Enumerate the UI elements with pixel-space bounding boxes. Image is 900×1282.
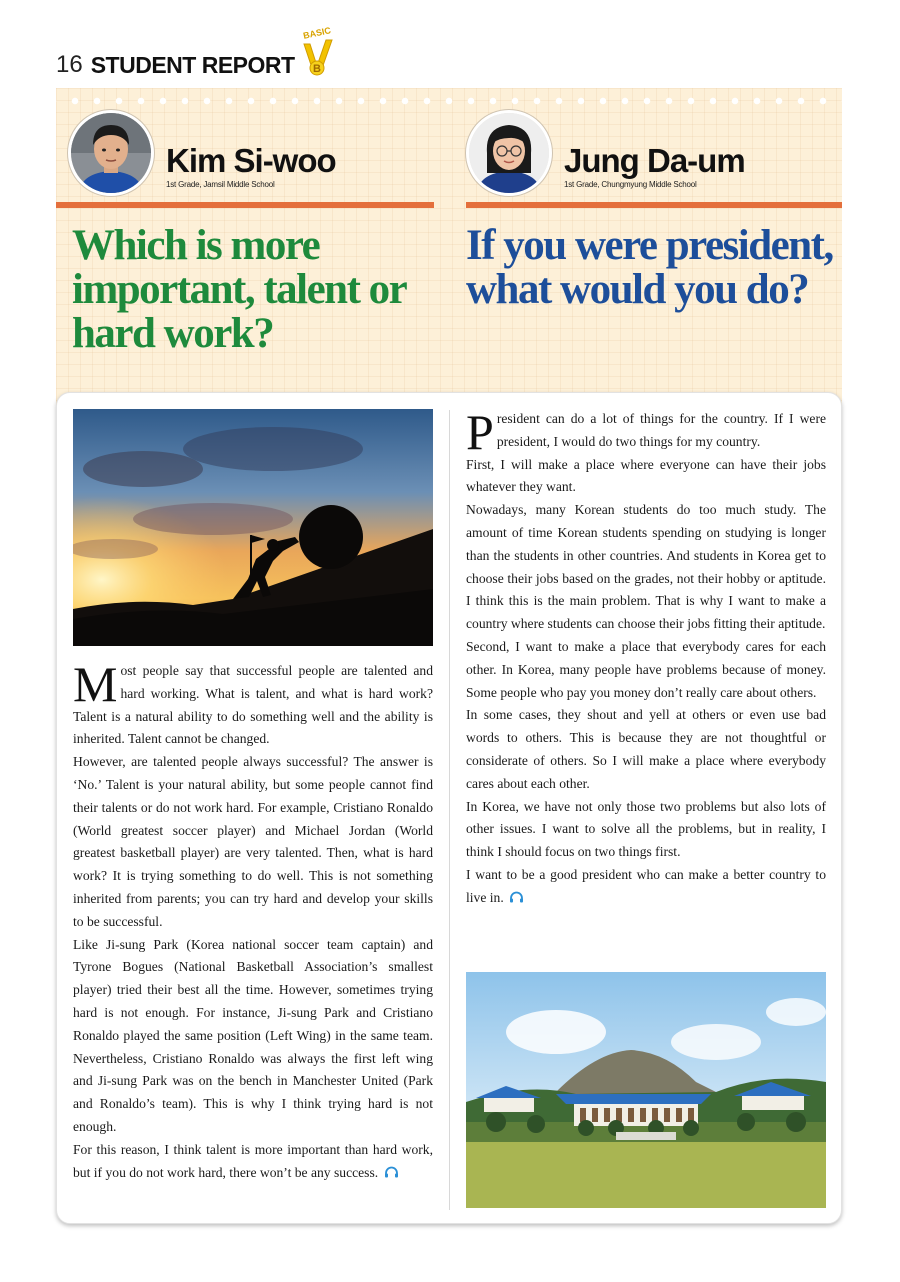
- student-school: 1st Grade, Jamsil Middle School: [166, 179, 275, 189]
- decorative-dots: [56, 96, 842, 106]
- paragraph: I want to be a good president who can make a better country to live in.: [466, 866, 826, 905]
- photo-sunset-boulder: [73, 409, 433, 646]
- divider-rule-left: [56, 202, 434, 208]
- divider-rule-right: [466, 202, 842, 208]
- basic-badge: [301, 25, 335, 78]
- paragraph: Like Ji-sung Park (Korea national soccer team captain) and Tyrone Bogues (National Basketball Association’s smallest player) tried their best all the time. However, sometimes trying hard is not enough. For instance, Ji-sung Park and Cristiano Ronaldo played the same position (Left Wing) in the same team. Nevertheless, Cristiano Ronaldo was always the first left wing and Ji-sung Park was on the bench in Manchester United (Park and Ronaldo’s team). This is why I think trying hard is not enough.: [73, 936, 433, 1134]
- column-divider: [449, 410, 450, 1210]
- headline-right: If you were president, what would you do?: [466, 222, 833, 313]
- paragraph: However, are talented people always successful? The answer is ‘No.’ Talent is your natural ability, but some people cannot find their talents or do not work hard. For example, Cristiano Ronaldo (World greatest soccer player) and Michael Jordan (World greatest basketball player) are very talented. Then, what is hard work? It is trying something to do well. This is not something inherited from parents; you can try hard and develop your skills to be successful.: [73, 754, 433, 929]
- avatar-kim: [68, 110, 154, 196]
- avatar-jung: [466, 110, 552, 196]
- section-title: STUDENT REPORT: [90, 52, 295, 78]
- paragraph: In some cases, they shout and yell at others or even use bad words to others. This is because they are not thoughtful or considerate of others. So I will make a place where everybody cares about each other.: [466, 707, 826, 791]
- profile-jung: [466, 108, 745, 198]
- student-name: Kim Si-woo: [166, 141, 336, 179]
- paragraph: President can do a lot of things for the country. If I were president, I would do two things for my country.: [466, 404, 826, 460]
- paragraph: For this reason, I think talent is more important than hard work, but if you do not work hard, there won’t be any success.: [73, 1141, 433, 1180]
- badge-letter: B: [312, 63, 321, 75]
- photo-blue-house: [466, 972, 826, 1208]
- student-school: 1st Grade, Chungmyung Middle School: [564, 179, 697, 189]
- paragraph: First, I will make a place where everyone can have their jobs whatever they want.: [466, 456, 826, 495]
- page-header: [56, 25, 335, 80]
- v-badge-icon: [301, 38, 335, 78]
- drop-cap: P: [466, 404, 494, 460]
- headphones-icon: [384, 1166, 399, 1178]
- page-number: 16: [56, 51, 83, 78]
- paragraph: Second, I want to make a place that everybody cares for each other. In Korea, many people have problems because of money. Some people who pay you money don’t really care about others.: [466, 638, 826, 700]
- article-right: [466, 404, 826, 910]
- paragraph: In Korea, we have not only those two problems but also lots of other issues. I want to solve all the problems, but in reality, I think I should focus on two things first.: [466, 798, 826, 860]
- headline-left: Which is more important, talent or hard work?: [72, 222, 406, 357]
- student-name: Jung Da-um: [564, 141, 745, 179]
- headphones-icon: [509, 891, 524, 903]
- article-left: [73, 656, 433, 1184]
- profile-kim: [68, 108, 336, 198]
- paragraph: Most people say that successful people are talented and hard working. What is talent, and what is hard work? Talent is a natural ability to do something well and the ability is inherited. Talent cannot be changed.: [73, 656, 433, 747]
- drop-cap: M: [73, 656, 118, 712]
- paragraph: Nowadays, many Korean students do too much study. The amount of time Korean students spending on studying is longer than the students in other countries. And students in Korea get to choose their jobs based on the grades, not their hobby or aptitude. I think this is the main problem. That is why I want to make a country where students can choose their jobs fitting their aptitude.: [466, 502, 826, 632]
- badge-basic-text: BASIC: [301, 25, 332, 41]
